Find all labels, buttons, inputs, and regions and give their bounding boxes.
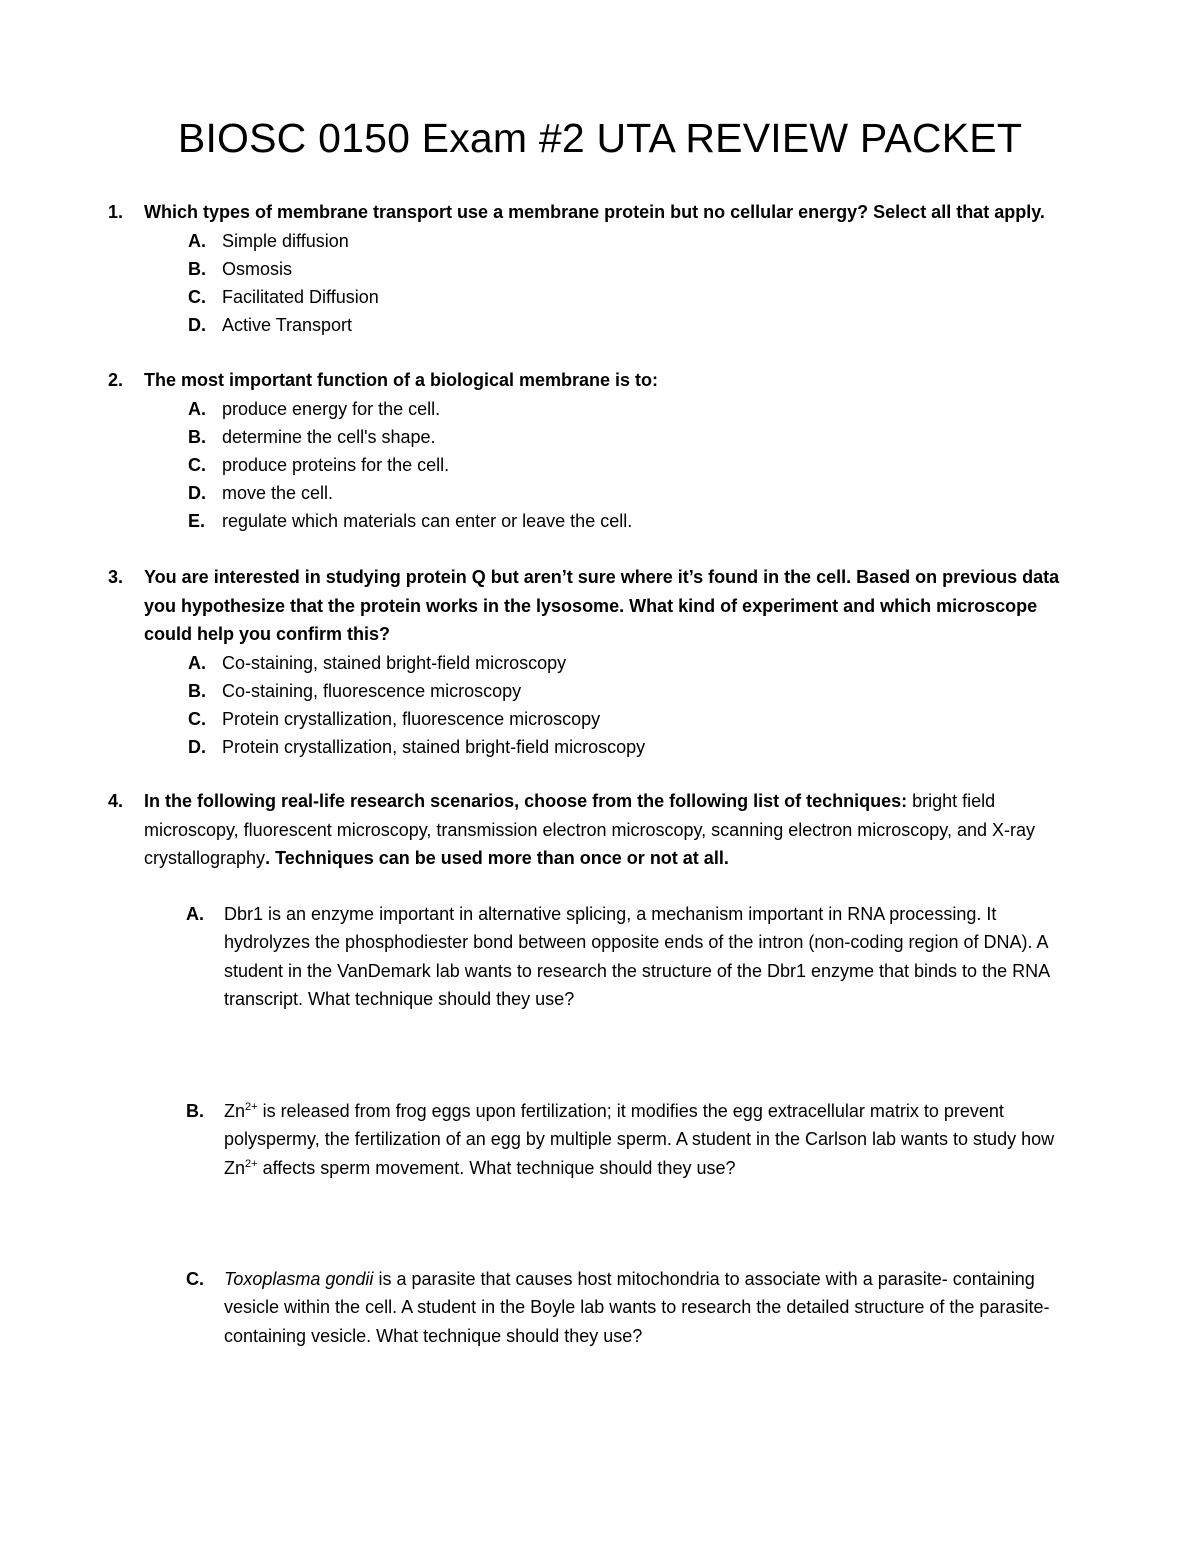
answer-option bbox=[108, 733, 1068, 761]
question-1 bbox=[108, 198, 1068, 339]
option-letter: C. bbox=[188, 708, 206, 729]
question-number: 4. bbox=[108, 791, 124, 811]
question-3-prompt-row bbox=[108, 563, 1068, 649]
answer-options bbox=[108, 395, 1068, 536]
scenario-text-rest: is a parasite that causes host mitochondria to associate with a parasite- containing vesicle within the cell. A student in the Boyle lab wants to research the detailed structure of the parasite- containing vesicle. What technique should they use? bbox=[224, 1269, 1050, 1346]
answer-option bbox=[108, 479, 1068, 507]
answer-option bbox=[108, 395, 1068, 423]
option-text: Simple diffusion bbox=[222, 230, 349, 251]
option-letter: D. bbox=[188, 483, 206, 504]
option-letter: C. bbox=[188, 454, 206, 475]
question-1-prompt-row bbox=[108, 198, 1068, 227]
question-number: 3. bbox=[108, 567, 124, 587]
ion-symbol: Zn bbox=[224, 1157, 246, 1178]
scenario-text-part-1: is released from frog eggs upon fertilization; it modifies the egg extracellular matrix to prevent polyspermy, the fertilization of an egg by multiple sperm. A student in the Carlson lab wants to study how bbox=[224, 1101, 1055, 1150]
option-letter: C. bbox=[188, 286, 206, 307]
question-3 bbox=[108, 563, 1068, 761]
scenario-letter: C. bbox=[186, 1269, 204, 1289]
answer-option bbox=[108, 227, 1068, 255]
scenario-b bbox=[188, 1097, 1058, 1182]
answer-options bbox=[108, 227, 1068, 340]
scenario-text: Dbr1 is an enzyme important in alternative splicing, a mechanism important in RNA processing. It hydrolyzes the phosphodiester bond between opposite ends of the intron (non-coding region of DNA). A student in the VanDemark lab wants to research the structure of the Dbr1 enzyme that binds to the RNA transcript. What technique should they use? bbox=[224, 904, 1050, 1010]
question-number: 2. bbox=[108, 370, 124, 390]
answer-option bbox=[108, 507, 1068, 535]
question-4 bbox=[108, 787, 1068, 873]
option-text: Active Transport bbox=[222, 315, 353, 336]
scenario-c bbox=[188, 1265, 1058, 1350]
option-text: Co-staining, stained bright-field microscopy bbox=[222, 652, 567, 673]
answer-option bbox=[108, 705, 1068, 733]
option-letter: B. bbox=[188, 258, 206, 279]
question-prompt: The most important function of a biological membrane is to: bbox=[144, 370, 659, 390]
answer-option bbox=[108, 311, 1068, 339]
question-4-prompt-row bbox=[108, 787, 1068, 873]
prompt-tail: . Techniques can be used more than once or not at all. bbox=[265, 848, 729, 868]
option-text: Co-staining, fluorescence microscopy bbox=[222, 680, 522, 701]
answer-option bbox=[108, 451, 1068, 479]
answer-option bbox=[108, 649, 1068, 677]
scenario-letter: B. bbox=[186, 1101, 204, 1121]
option-text: determine the cell's shape. bbox=[222, 426, 436, 447]
scenario-letter: A. bbox=[186, 904, 204, 924]
option-text: move the cell. bbox=[222, 483, 334, 504]
question-prompt bbox=[144, 791, 1035, 868]
option-text: produce energy for the cell. bbox=[222, 398, 441, 419]
option-text: Facilitated Diffusion bbox=[222, 286, 379, 307]
option-text: produce proteins for the cell. bbox=[222, 454, 450, 475]
option-letter: E. bbox=[188, 511, 206, 532]
scenario-text-part-2: affects sperm movement. What technique should they use? bbox=[257, 1157, 736, 1178]
option-text: Osmosis bbox=[222, 258, 293, 279]
question-number: 1. bbox=[108, 202, 124, 222]
answer-option bbox=[108, 255, 1068, 283]
option-text: regulate which materials can enter or leave the cell. bbox=[222, 511, 633, 532]
question-2-prompt-row bbox=[108, 366, 1068, 395]
answer-option bbox=[108, 677, 1068, 705]
option-letter: B. bbox=[188, 426, 206, 447]
option-letter: B. bbox=[188, 680, 206, 701]
organism-name: Toxoplasma gondii bbox=[224, 1269, 374, 1289]
prompt-lead: In the following real-life research scenarios, choose from the following list of techniques: bbox=[144, 791, 908, 811]
option-letter: D. bbox=[188, 737, 206, 758]
ion-charge: 2+ bbox=[245, 1157, 258, 1170]
scenario-text bbox=[188, 1265, 1058, 1350]
technique-list: bright field microscopy, fluorescent microscopy, transmission electron microscopy, scanning electron microscopy, and X-ray crystallography bbox=[144, 791, 1035, 868]
question-prompt: Which types of membrane transport use a membrane protein but no cellular energy? Select all that apply. bbox=[144, 202, 1045, 222]
page-title: BIOSC 0150 Exam #2 UTA REVIEW PACKET bbox=[177, 115, 1023, 161]
question-prompt: You are interested in studying protein Q but aren’t sure where it’s found in the cell. Based on previous data you hypothesize that the protein works in the lysosome. What kind of experiment and which microscope could help you confirm this? bbox=[144, 567, 1060, 644]
answer-options bbox=[108, 649, 1068, 762]
answer-option bbox=[108, 423, 1068, 451]
option-letter: D. bbox=[188, 315, 206, 336]
ion-symbol: Zn bbox=[224, 1101, 246, 1121]
option-text: Protein crystallization, fluorescence microscopy bbox=[222, 708, 601, 729]
answer-option bbox=[108, 283, 1068, 311]
question-2 bbox=[108, 366, 1068, 536]
scenario-text bbox=[188, 1097, 1058, 1182]
option-letter: A. bbox=[188, 398, 206, 419]
option-letter: A. bbox=[188, 652, 206, 673]
option-text: Protein crystallization, stained bright-field microscopy bbox=[222, 737, 646, 758]
scenario-a bbox=[188, 900, 1058, 1014]
option-letter: A. bbox=[188, 230, 206, 251]
ion-charge: 2+ bbox=[245, 1101, 258, 1113]
